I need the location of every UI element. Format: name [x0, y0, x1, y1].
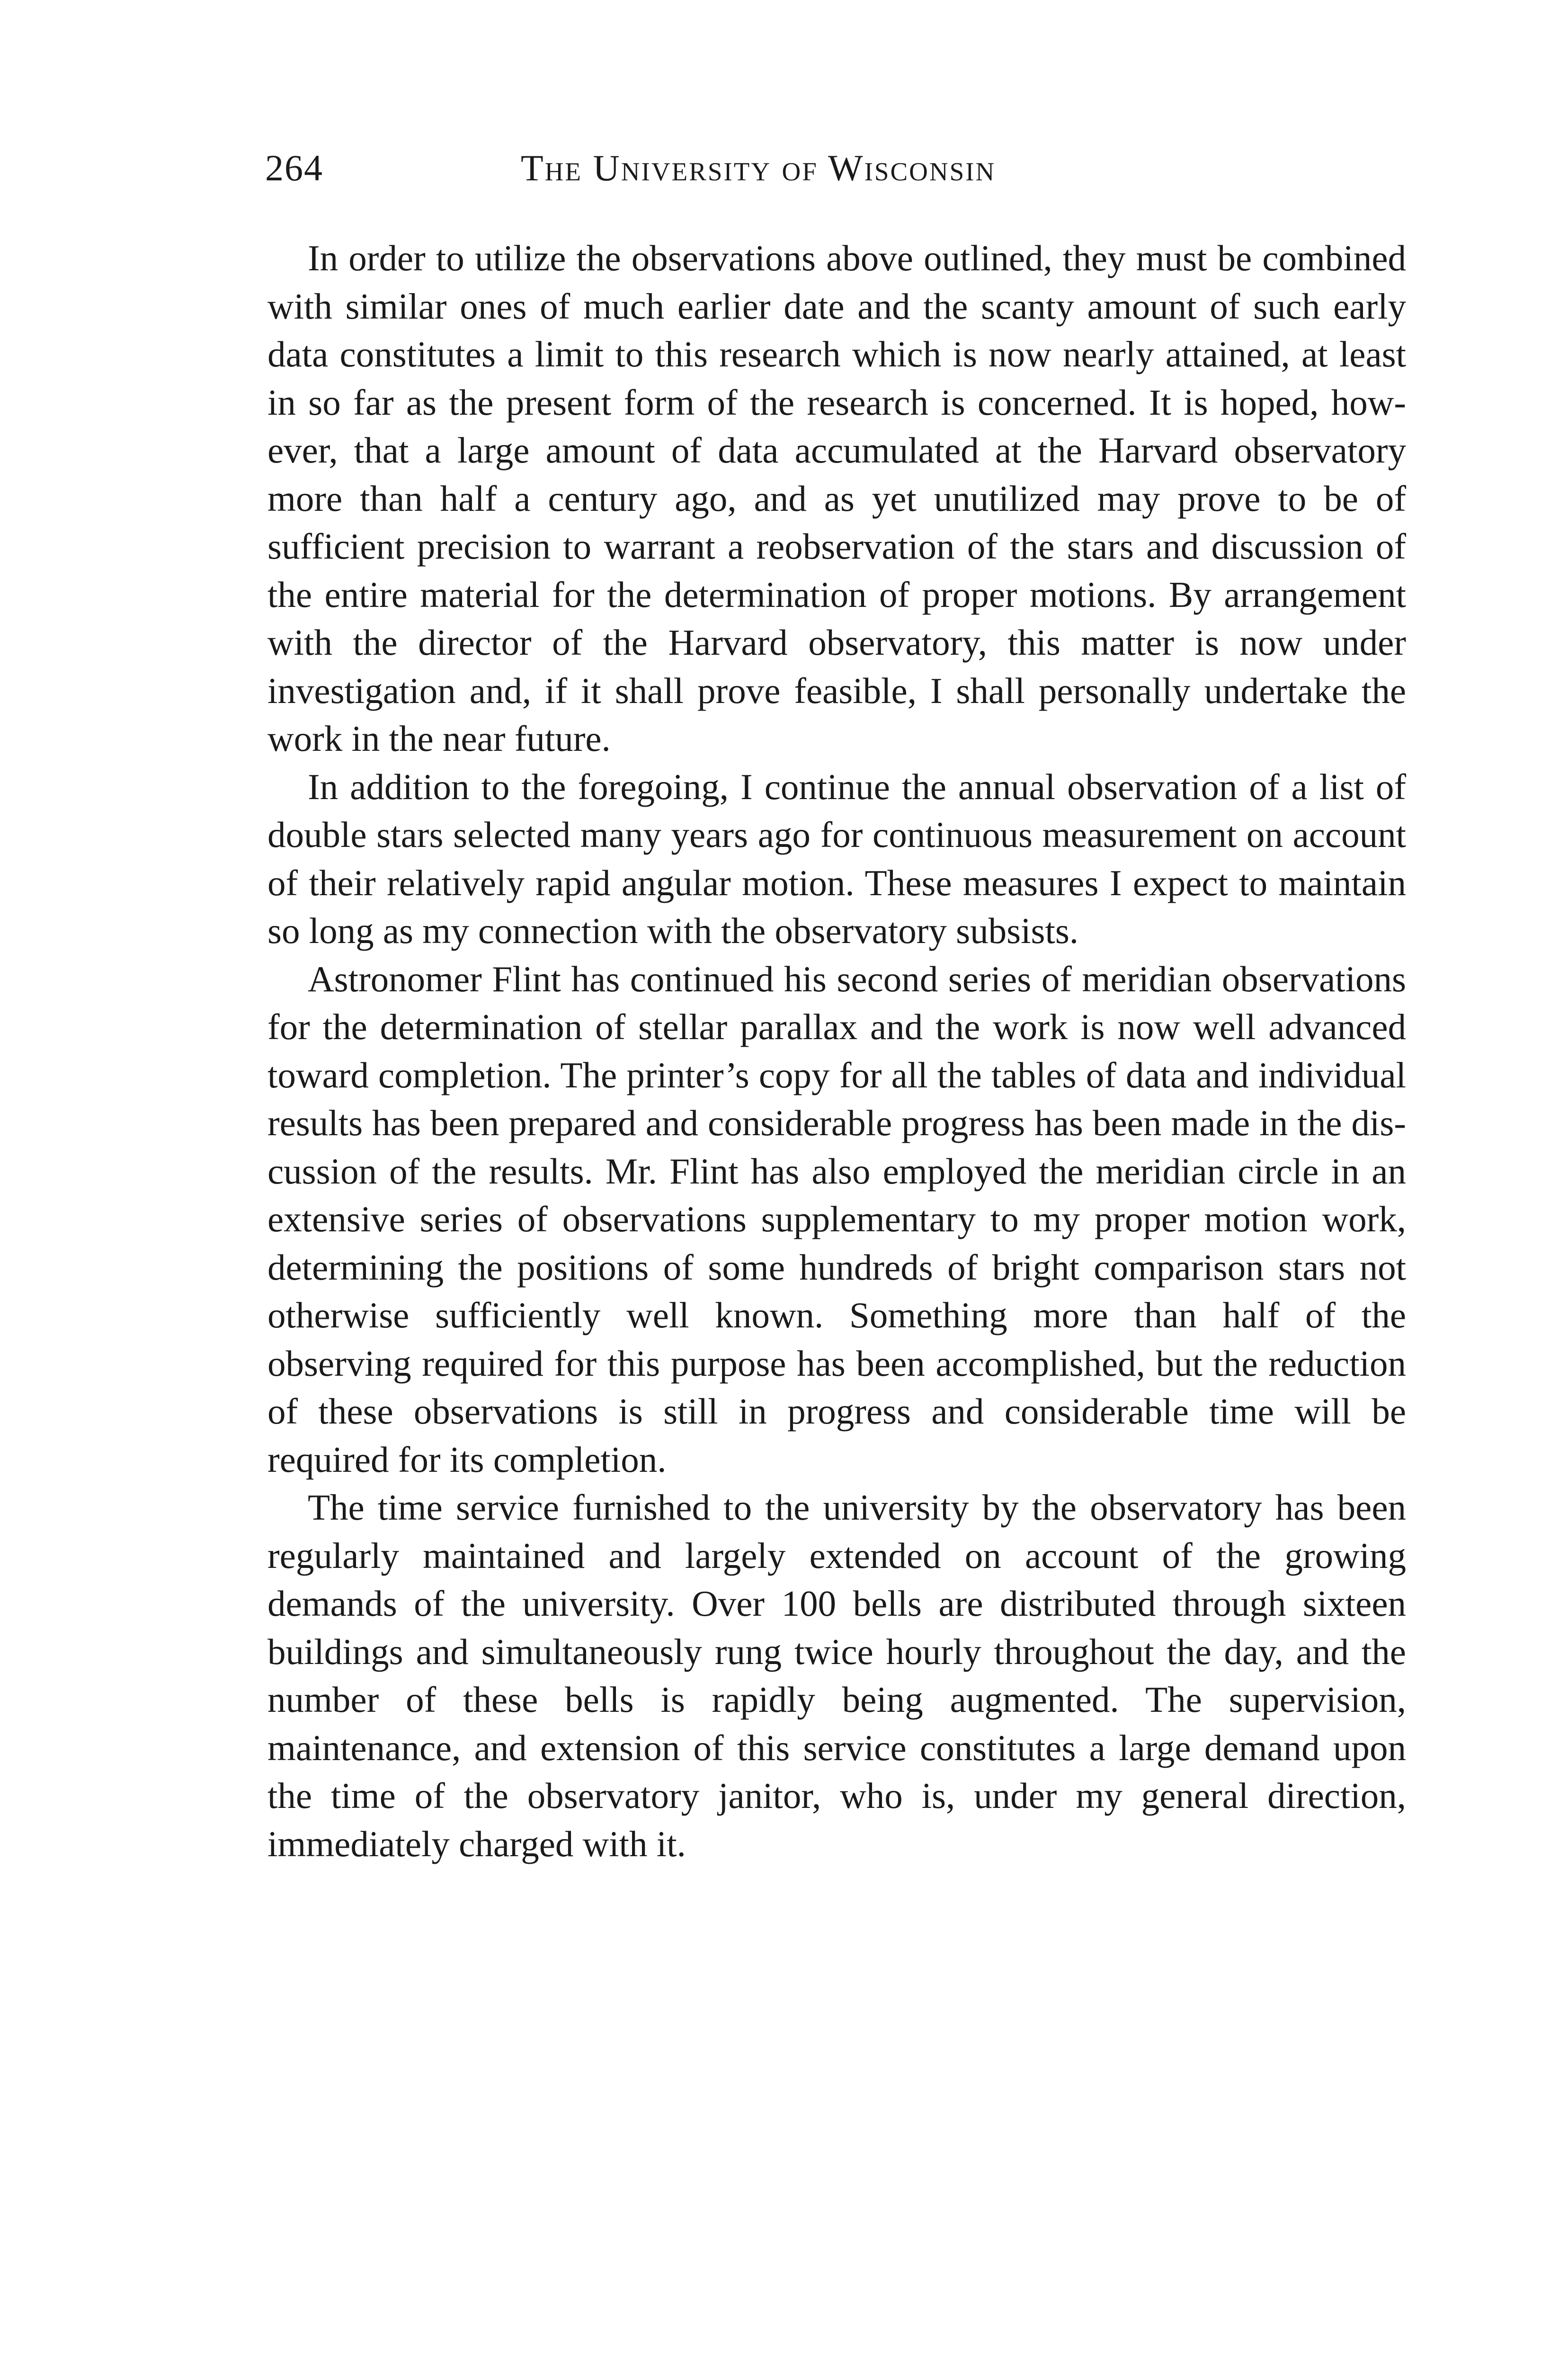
running-head	[265, 142, 1401, 194]
paragraph-4: The time service furnished to the university by the observatory has been regularly maintained and largely extended on account of the growing demands of the university. Over 100 bells are distributed through sixteen buildings and simultaneously rung twice hourly throughout the day, and the number of these bells is rapidly being augmented. The supervision, maintenance, and extension of this service constitutes a large demand upon the time of the observatory janitor, who is, under my general direction, immediately charged with it.	[267, 1487, 1406, 1864]
running-title: The University of Wisconsin	[521, 147, 996, 188]
paragraph-3: Astronomer Flint has continued his second series of meridian observations for the determination of stellar parallax and the work is now well advanced toward completion. The printer’s copy for all the tables of data and individual results has been prepared and considerable progress has been made in the discussion of the results. Mr. Flint has also employed the meridian circle in an extensive series of observations supplementary to my proper motion work, determining the positions of some hundreds of bright comparison stars not otherwise sufficiently well known. Something more than half of the observing required for this purpose has been accomplished, but the reduction of these observations is still in progress and considerable time will be required for its completion.	[267, 958, 1406, 1480]
body-text	[267, 234, 1406, 1868]
page-number: 264	[265, 147, 323, 188]
paragraph-1: In order to utilize the observations above outlined, they must be combined with similar ones of much earlier date and the scanty amount of such early data constitutes a limit to this research which is now nearly attained, at least in so far as the present form of the research is concerned. It is hoped, however, that a large amount of data accumulated at the Harvard observatory more than half a century ago, and as yet unutilized may prove to be of sufficient precision to warrant a reobservation of the stars and discussion of the entire material for the determination of proper motions. By arrangement with the director of the Harvard observatory, this matter is now under investigation and, if it shall prove feasible, I shall personally undertake the work in the near future.	[267, 238, 1406, 759]
paragraph-2: In addition to the foregoing, I continue the annual observation of a list of double stars selected many years ago for continuous measurement on account of their relatively rapid angular motion. These measures I expect to maintain so long as my connection with the observatory subsists.	[267, 766, 1406, 951]
